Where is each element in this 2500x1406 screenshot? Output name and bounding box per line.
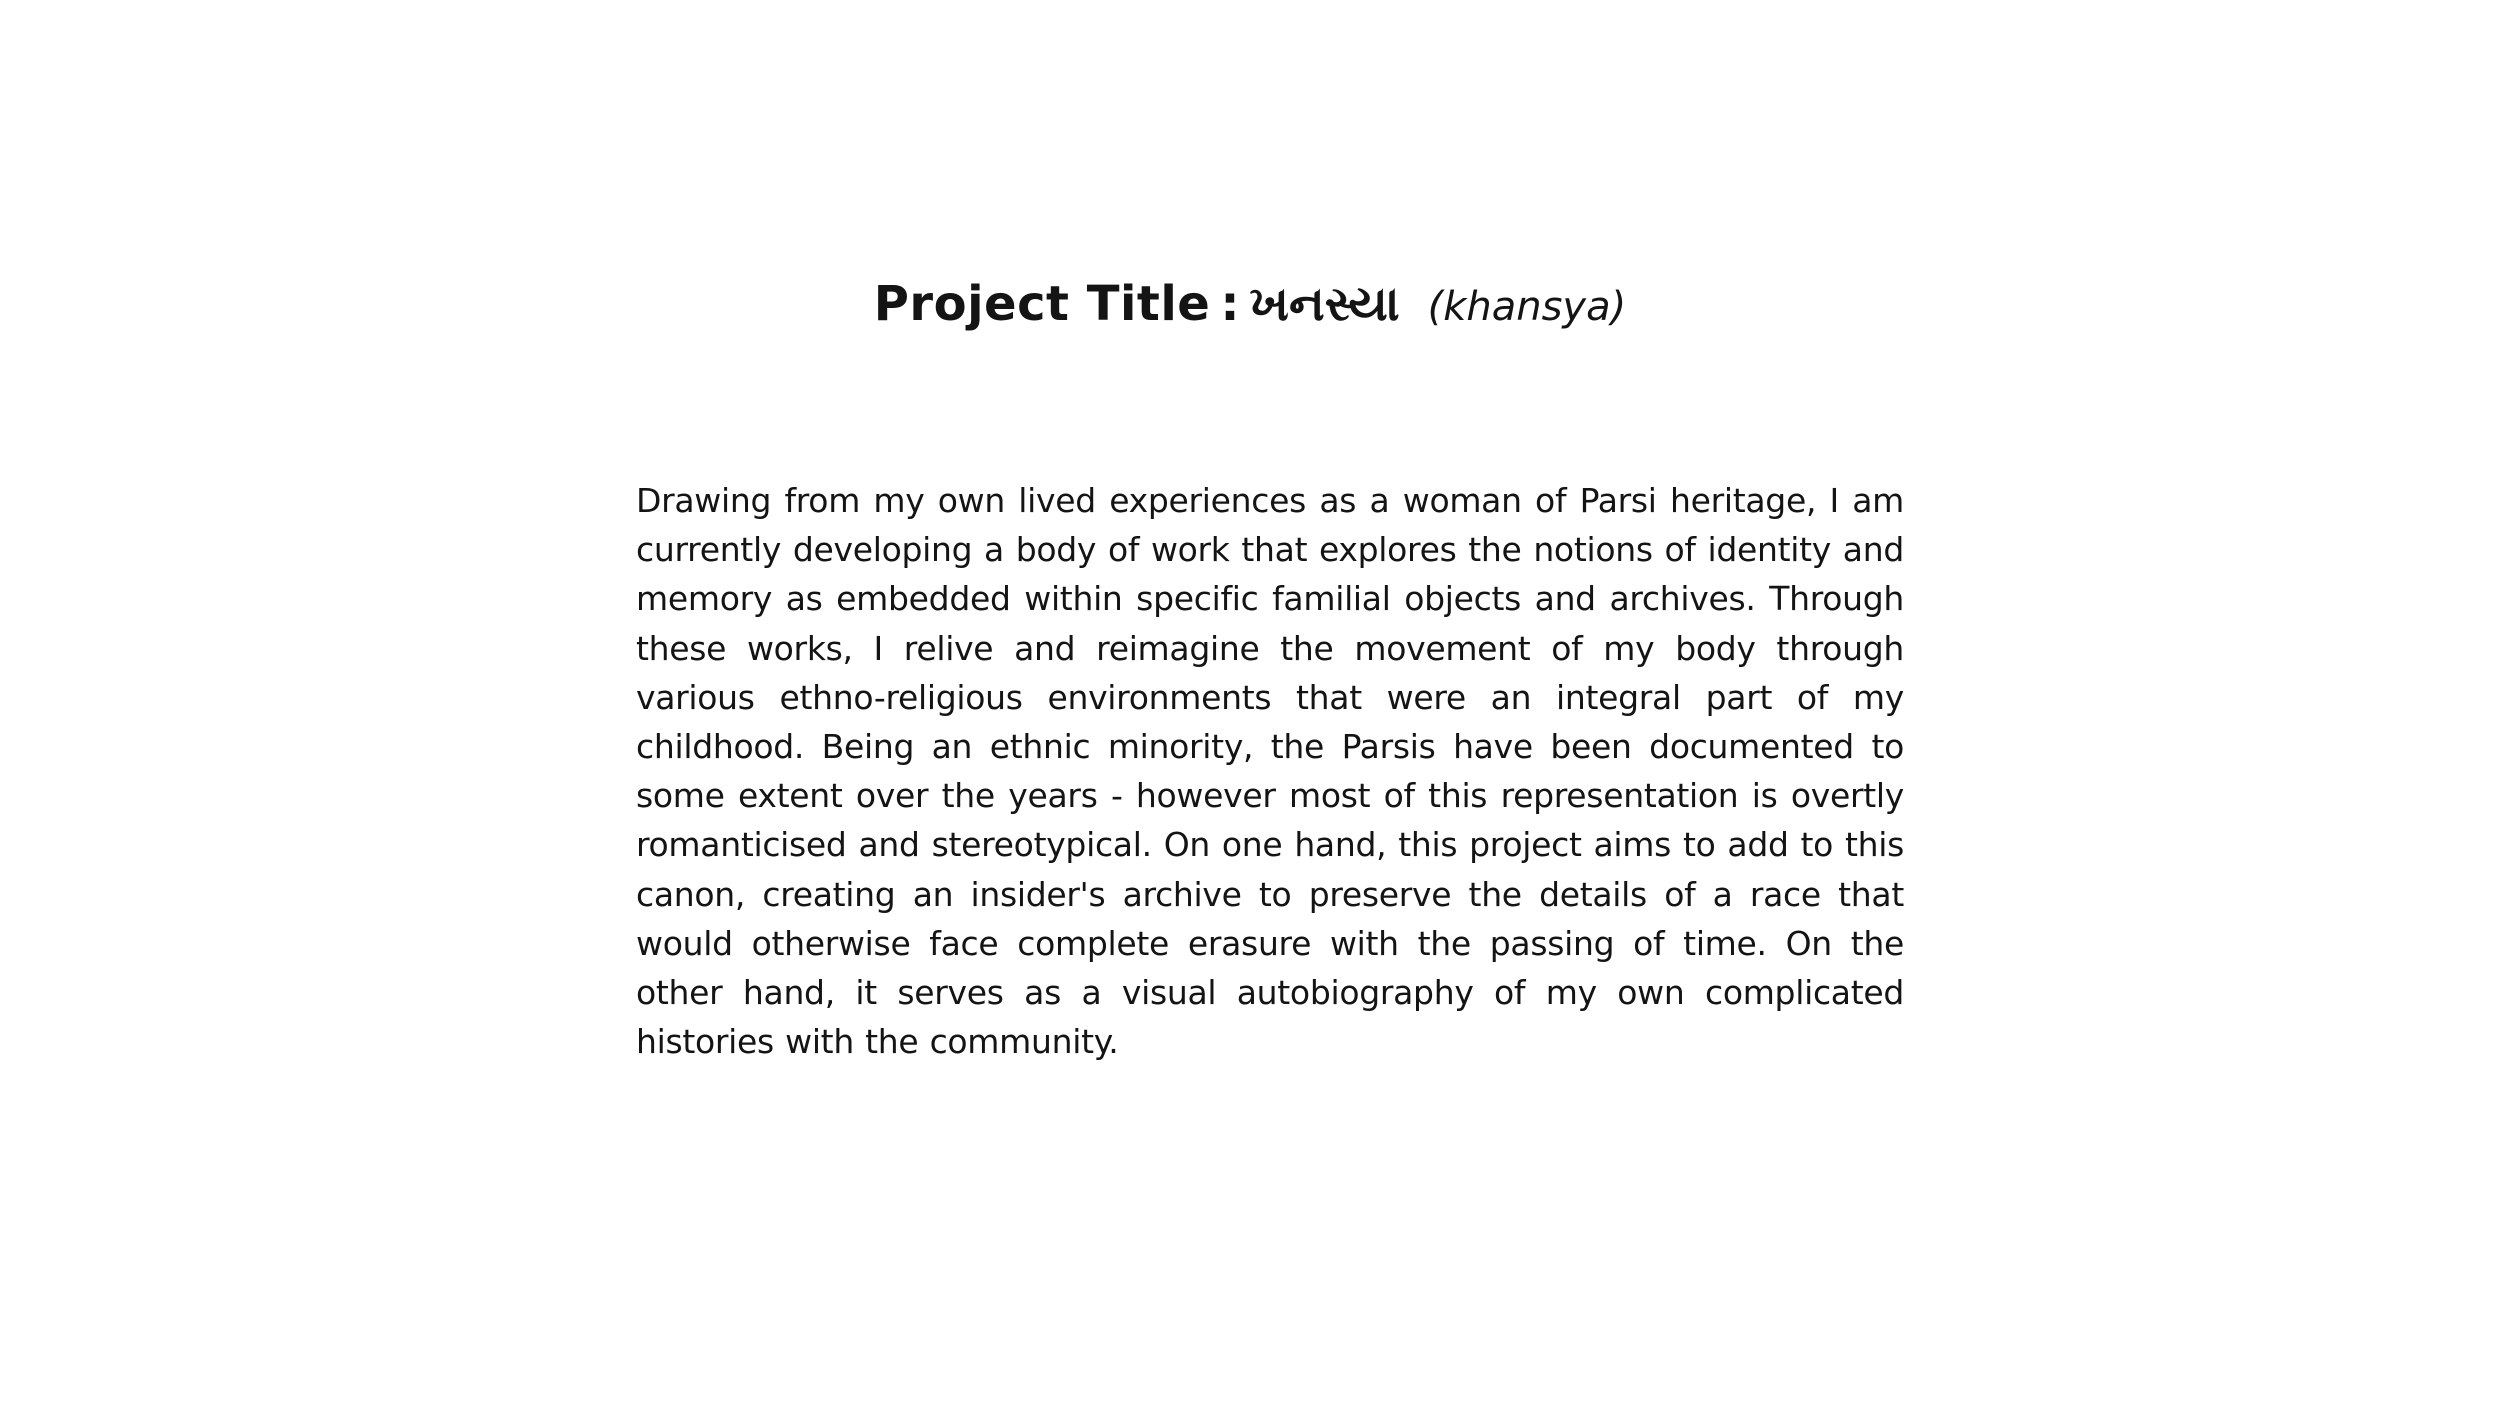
title-transliteration: (khansya) <box>1427 284 1627 330</box>
title-label: Project Title <box>873 276 1211 332</box>
project-title <box>0 272 2500 347</box>
project-description: Drawing from my own lived experiences as a woman of Parsi heritage, I am currently developing a body of work that explores the notions of identity and memory as embedded within specific familial objects and archives. Through these works, I relive and reimagine the movement of my body through various ethno-religious environments that were an integral part of my childhood. Being an ethnic minority, the Parsis have been documented to some extent over the years - however most of this representation is overtly romanticised and stereotypical. On one hand, this project aims to add to this canon, creating an insider's archive to preserve the details of a race that would otherwise face complete erasure with the passing of time. On the other hand, it serves as a visual autobiography of my own complicated histories with the community. <box>636 481 1904 1062</box>
title-separator: : <box>1220 276 1240 332</box>
title-gujarati: ખનસ્યા <box>1249 276 1400 332</box>
